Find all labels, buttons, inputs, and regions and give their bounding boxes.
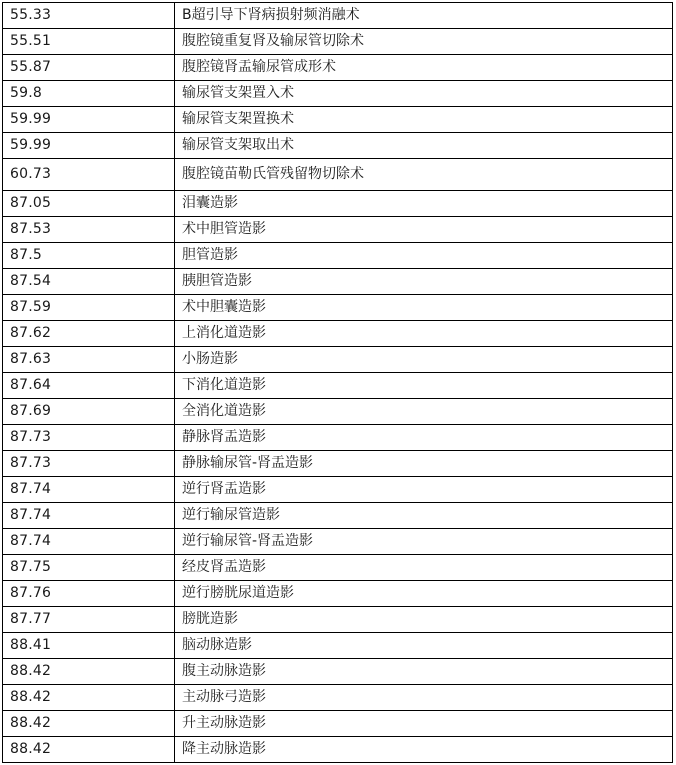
procedure-name: 升主动脉造影 (175, 711, 673, 737)
procedure-code: 88.42 (3, 711, 175, 737)
procedure-code: 88.41 (3, 633, 175, 659)
procedure-name: 逆行膀胱尿道造影 (175, 581, 673, 607)
procedure-code: 87.05 (3, 191, 175, 217)
procedure-code: 87.77 (3, 607, 175, 633)
procedure-code: 87.74 (3, 503, 175, 529)
table-row (3, 581, 673, 607)
table-row (3, 659, 673, 685)
procedure-name: 腹主动脉造影 (175, 659, 673, 685)
table-row (3, 55, 673, 81)
procedure-code: 87.73 (3, 425, 175, 451)
procedure-name: 术中胆管造影 (175, 217, 673, 243)
procedure-name: 逆行输尿管-肾盂造影 (175, 529, 673, 555)
procedure-code: 87.53 (3, 217, 175, 243)
procedure-name: 逆行肾盂造影 (175, 477, 673, 503)
table-row (3, 133, 673, 159)
table-row (3, 295, 673, 321)
procedure-code: 88.42 (3, 737, 175, 763)
procedure-name: 腹腔镜苗勒氏管残留物切除术 (175, 159, 673, 191)
table-row (3, 321, 673, 347)
table-row (3, 159, 673, 191)
procedure-code: 87.69 (3, 399, 175, 425)
procedure-code: 87.75 (3, 555, 175, 581)
procedure-name: 泪囊造影 (175, 191, 673, 217)
procedure-code: 59.99 (3, 107, 175, 133)
table-row (3, 503, 673, 529)
table-row (3, 347, 673, 373)
procedure-code: 60.73 (3, 159, 175, 191)
procedure-code: 88.42 (3, 659, 175, 685)
procedure-code: 88.42 (3, 685, 175, 711)
procedure-code: 87.63 (3, 347, 175, 373)
procedure-name: 脑动脉造影 (175, 633, 673, 659)
procedure-code: 87.59 (3, 295, 175, 321)
table-row (3, 191, 673, 217)
procedure-code: 87.74 (3, 529, 175, 555)
procedure-name: 术中胆囊造影 (175, 295, 673, 321)
table-row (3, 633, 673, 659)
procedure-name: 下消化道造影 (175, 373, 673, 399)
table-row (3, 243, 673, 269)
table-row (3, 607, 673, 633)
table-row (3, 451, 673, 477)
procedure-code: 59.99 (3, 133, 175, 159)
procedure-name: 降主动脉造影 (175, 737, 673, 763)
procedure-name: 静脉输尿管-肾盂造影 (175, 451, 673, 477)
table-row (3, 737, 673, 763)
table-row (3, 711, 673, 737)
table-row (3, 399, 673, 425)
procedure-code: 87.76 (3, 581, 175, 607)
table-row (3, 685, 673, 711)
procedure-name: 小肠造影 (175, 347, 673, 373)
procedure-code: 59.8 (3, 81, 175, 107)
procedure-name: 经皮肾盂造影 (175, 555, 673, 581)
procedure-name: 胆管造影 (175, 243, 673, 269)
procedure-name: 上消化道造影 (175, 321, 673, 347)
table-row (3, 477, 673, 503)
table-row (3, 3, 673, 29)
procedure-code-table (2, 2, 673, 763)
procedure-name: 腹腔镜肾盂输尿管成形术 (175, 55, 673, 81)
table-row (3, 217, 673, 243)
procedure-name: 输尿管支架取出术 (175, 133, 673, 159)
procedure-code: 87.62 (3, 321, 175, 347)
table-row (3, 107, 673, 133)
procedure-code: 55.33 (3, 3, 175, 29)
procedure-code: 87.64 (3, 373, 175, 399)
procedure-name: B超引导下肾病损射频消融术 (175, 3, 673, 29)
table-row (3, 29, 673, 55)
procedure-name: 输尿管支架置入术 (175, 81, 673, 107)
procedure-code: 87.5 (3, 243, 175, 269)
procedure-name: 主动脉弓造影 (175, 685, 673, 711)
procedure-name: 膀胱造影 (175, 607, 673, 633)
procedure-name: 静脉肾盂造影 (175, 425, 673, 451)
table-row (3, 529, 673, 555)
table-row (3, 269, 673, 295)
table-row (3, 373, 673, 399)
procedure-name: 全消化道造影 (175, 399, 673, 425)
procedure-name: 腹腔镜重复肾及输尿管切除术 (175, 29, 673, 55)
procedure-code: 55.51 (3, 29, 175, 55)
procedure-code: 87.74 (3, 477, 175, 503)
procedure-code: 87.54 (3, 269, 175, 295)
procedure-name: 输尿管支架置换术 (175, 107, 673, 133)
table-body (3, 3, 673, 763)
procedure-name: 逆行输尿管造影 (175, 503, 673, 529)
table-row (3, 425, 673, 451)
procedure-code: 55.87 (3, 55, 175, 81)
procedure-code: 87.73 (3, 451, 175, 477)
procedure-name: 胰胆管造影 (175, 269, 673, 295)
table-row (3, 555, 673, 581)
table-row (3, 81, 673, 107)
